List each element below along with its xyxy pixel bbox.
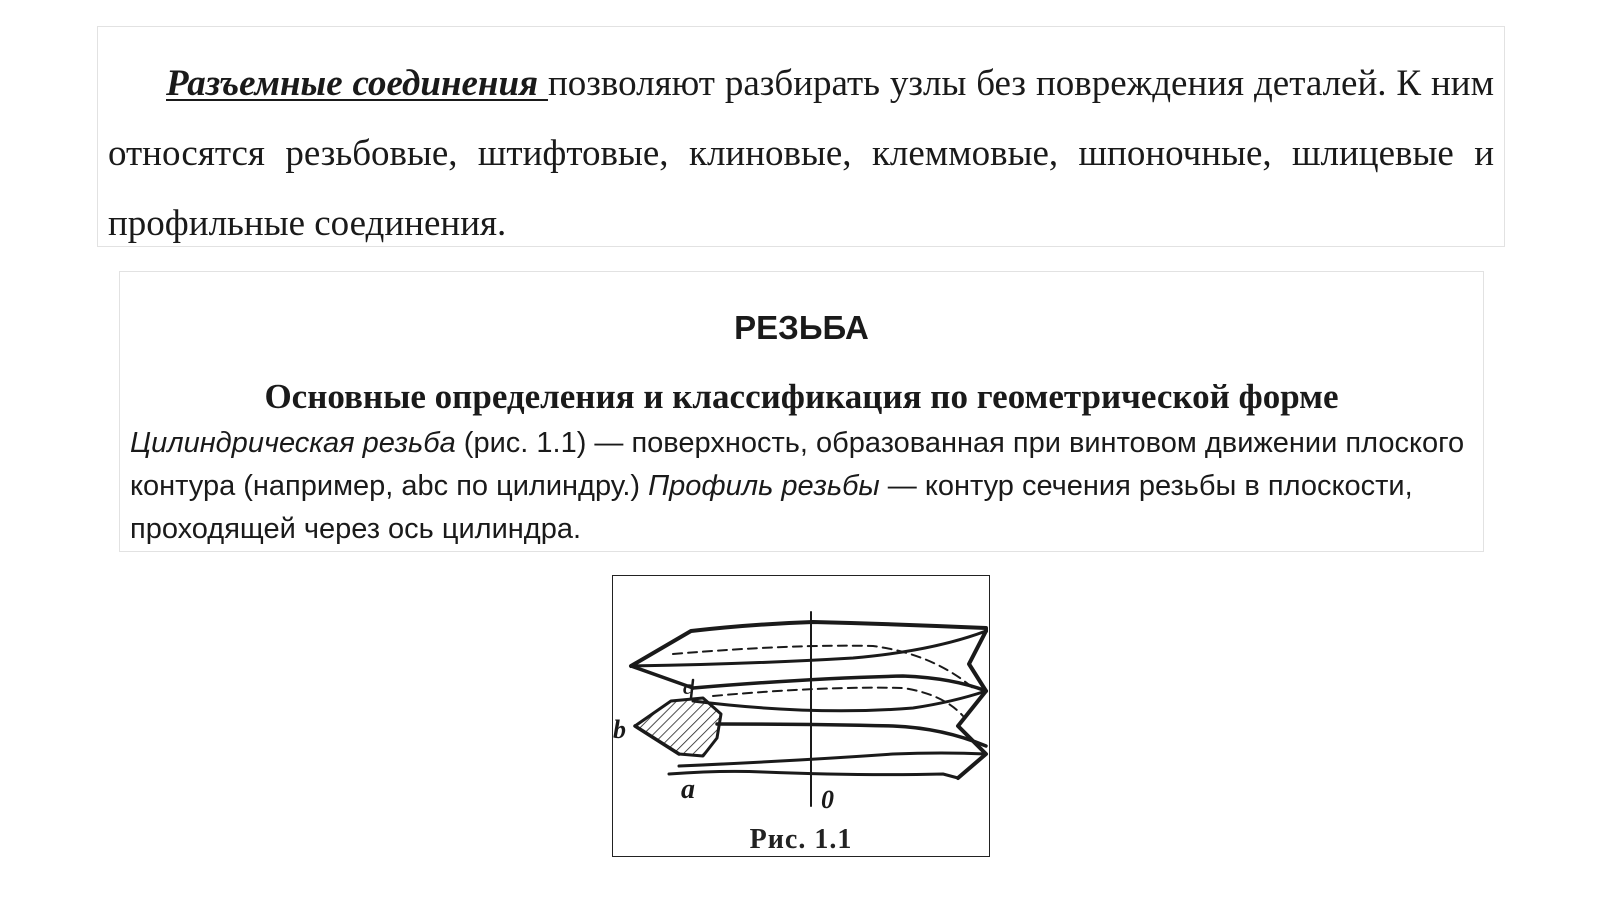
section-heading: РЕЗЬБА [734, 309, 869, 346]
definition-text-profile: — контур сечения резьбы в плоскости, проходящей через ось цилиндра. [130, 470, 1413, 545]
figure-caption: Рис. 1.1 [749, 824, 853, 855]
thread-diagram-svg [613, 576, 991, 858]
thread-third-ridge [717, 724, 986, 746]
thread-section-box [119, 271, 1484, 552]
thread-top-back-dashed [673, 646, 973, 688]
thread-bottom-edge [669, 771, 958, 778]
label-c: c [683, 677, 692, 699]
figure-thread-diagram [612, 575, 990, 857]
intro-text: позволяют разбирать узлы без повреждения деталей. К ним относятся резьбовые, штифтовые, клиновые, клеммовые, шпоночные, шлицевые и профильные соединения. [108, 63, 1494, 244]
definition-text-cylindrical: (рис. 1.1) — поверхность, образованная при винтовом движении плоского контура (например, abc по цилиндру.) [130, 427, 1465, 502]
thread-profile-section [635, 698, 721, 756]
label-b: b [613, 715, 626, 744]
definition-term-profile: Профиль резьбы [648, 470, 880, 502]
section-subheading: Основные определения и классификация по геометрической форме [264, 377, 1339, 416]
intro-paragraph [108, 49, 1494, 259]
intro-box [97, 26, 1505, 247]
label-o: 0 [821, 785, 834, 814]
definition-paragraph [130, 422, 1470, 551]
thread-right-zig-1 [969, 631, 986, 691]
intro-term: Разъемные соединения [166, 63, 548, 104]
thread-right-zig-2 [958, 691, 986, 778]
thread-lower-front [679, 753, 986, 766]
definition-term-cylindrical: Цилиндрическая резьба [130, 427, 456, 459]
label-a: a [681, 774, 695, 805]
